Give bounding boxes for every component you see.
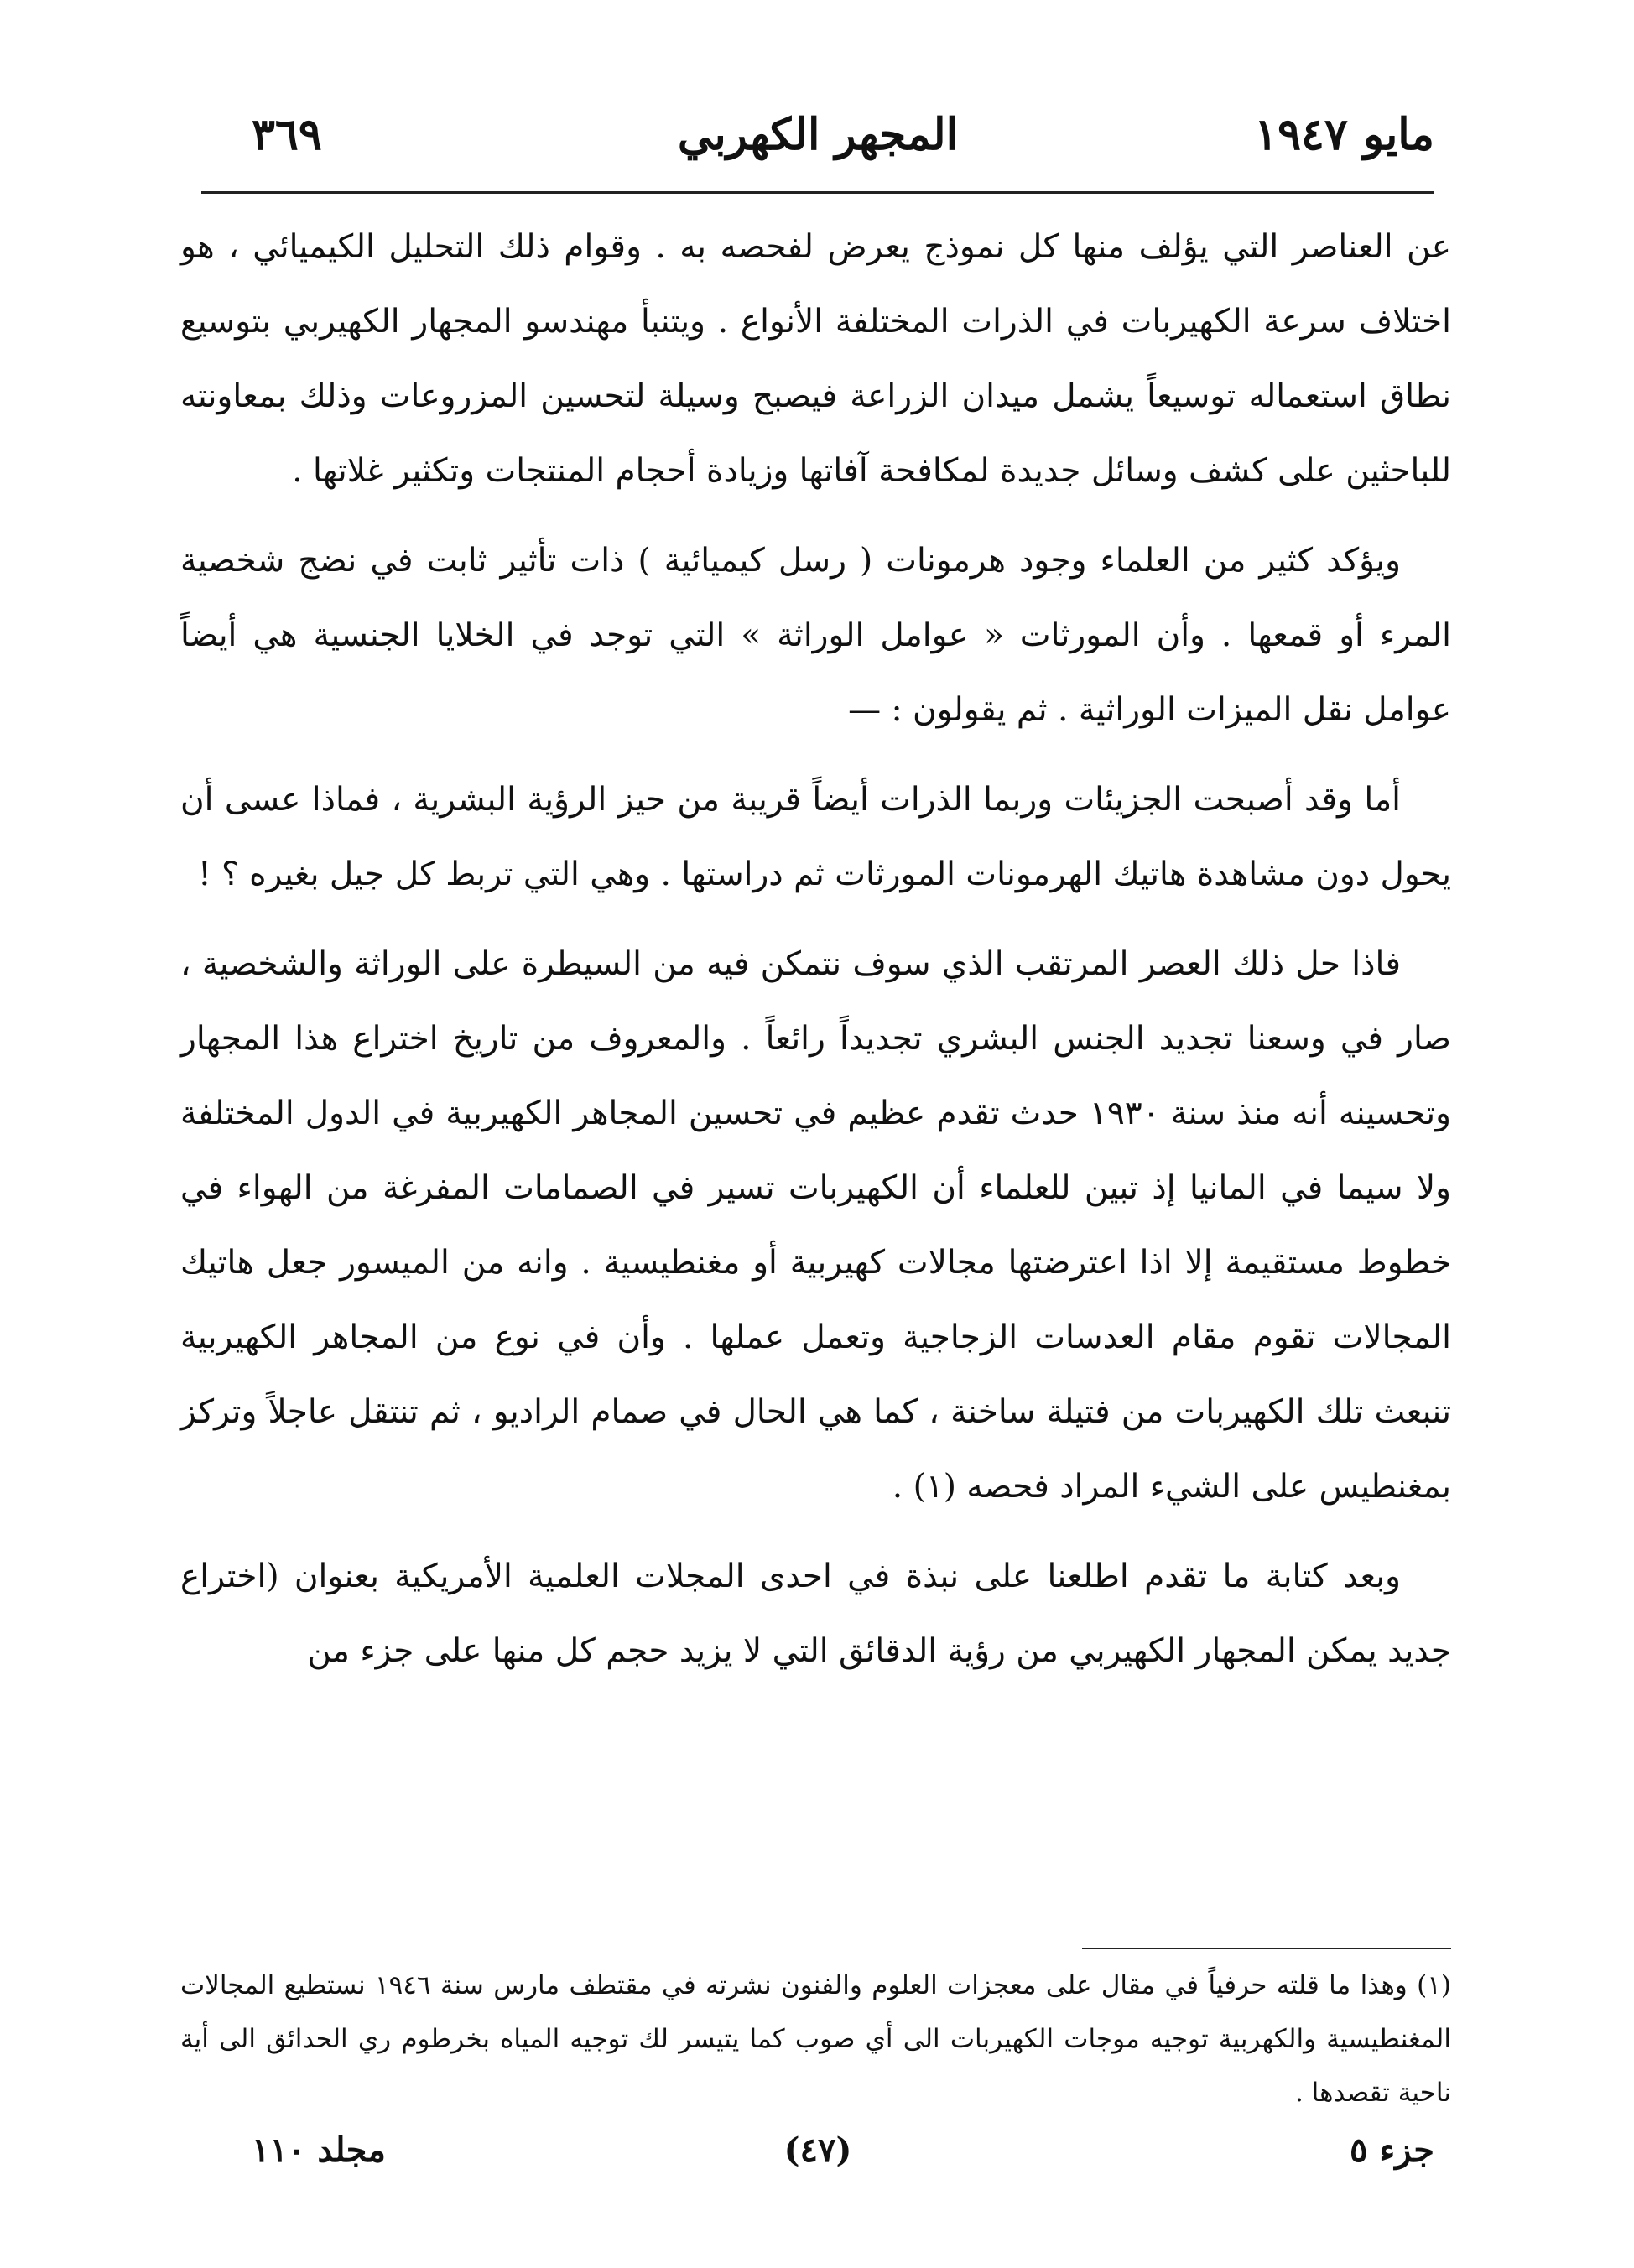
paragraph-2: ويؤكد كثير من العلماء وجود هرمونات ( رسل كيميائية ) ذات تأثير ثابت في نضج شخصية المرء أو قمعها . وأن المورثات « عوامل الوراثة » التي توجد في الخلايا الجنسية هي أيضاً عوامل نقل الميزات الوراثية . ثم يقولون : — xyxy=(180,542,1451,729)
paragraph-4: فاذا حل ذلك العصر المرتقب الذي سوف نتمكن فيه من السيطرة على الوراثة والشخصية ، صار في وسعنا تجديد الجنس البشري تجديداً رائعاً . والمعروف من تاريخ اختراع هذا المجهار وتحسينه أنه منذ سنة ١٩٣٠ حدث تقدم عظيم في تحسين المجاهر الكهيربية في الدول المختلفة ولا سيما في المانيا إذ تبين للعلماء أن الكهيربات تسير في الصمامات المفرغة من الهواء في خطوط مستقيمة إلا اذا اعترضتها مجالات كهيربية أو مغنطيسية . وانه من الميسور جعل هاتيك المجالات تقوم مقام العدسات الزجاجية وتعمل عملها . وأن في نوع من المجاهر الكهيربية تنبعث تلك الكهيربات من فتيلة ساخنة ، كما هي الحال في صمام الراديو ، ثم تنتقل عاجلاً وتركز بمغنطيس على الشيء المراد فحصه (١) . xyxy=(180,945,1452,1506)
header-page-number: ٣٦٩ xyxy=(252,109,322,160)
footer-volume: مجلد ١١٠ xyxy=(252,2130,386,2170)
header-date: مايو ١٩٤٧ xyxy=(1254,109,1434,160)
page-header xyxy=(201,101,1434,176)
header-title: المجهر الكهربي xyxy=(677,109,959,160)
footer-number: (٤٧) xyxy=(783,2130,852,2170)
header-rule xyxy=(201,191,1434,194)
paragraph-1: عن العناصر التي يؤلف منها كل نموذج يعرض لفحصه به . وقوام ذلك التحليل الكيميائي ، هو اختلاف سرعة الكهيربات في الذرات المختلفة الأنواع . ويتنبأ مهندسو المجهار الكهيربي بتوسيع نطاق استعماله توسيعاً يشمل ميدان الزراعة فيصبح وسيلة لتحسين المزروعات وذلك بمعاونته للباحثين على كشف وسائل جديدة لمكافحة آفاتها وزيادة أحجام المنتجات وتكثير غلاتها . xyxy=(180,228,1451,490)
footer-part: جزء ٥ xyxy=(1349,2130,1434,2170)
article-body xyxy=(180,210,1451,1704)
footnote: (١) وهذا ما قلته حرفياً في مقال على معجزات العلوم والفنون نشرته في مقتطف مارس سنة ١٩٤٦ نستطيع المجالات المغنطيسية والكهربية توجيه موجات الكهيربات الى أي صوب كما يتيسر لك توجيه المياه بخرطوم ري الحدائق الى أية ناحية تقصدها . xyxy=(180,1970,1451,2108)
page-footer xyxy=(201,2130,1434,2189)
footnote-rule xyxy=(1082,1948,1451,1949)
paragraph-3: أما وقد أصبحت الجزيئات وربما الذرات أيضاً قريبة من حيز الرؤية البشرية ، فماذا عسى أن يحول دون مشاهدة هاتيك الهرمونات المورثات ثم دراستها . وهي التي تربط كل جيل بغيره ؟ ! xyxy=(180,781,1451,893)
paragraph-5: وبعد كتابة ما تقدم اطلعنا على نبذة في احدى المجلات العلمية الأمريكية بعنوان (اختراع جديد يمكن المجهار الكهيربي من رؤية الدقائق التي لا يزيد حجم كل منها على جزء من xyxy=(180,1558,1451,1670)
